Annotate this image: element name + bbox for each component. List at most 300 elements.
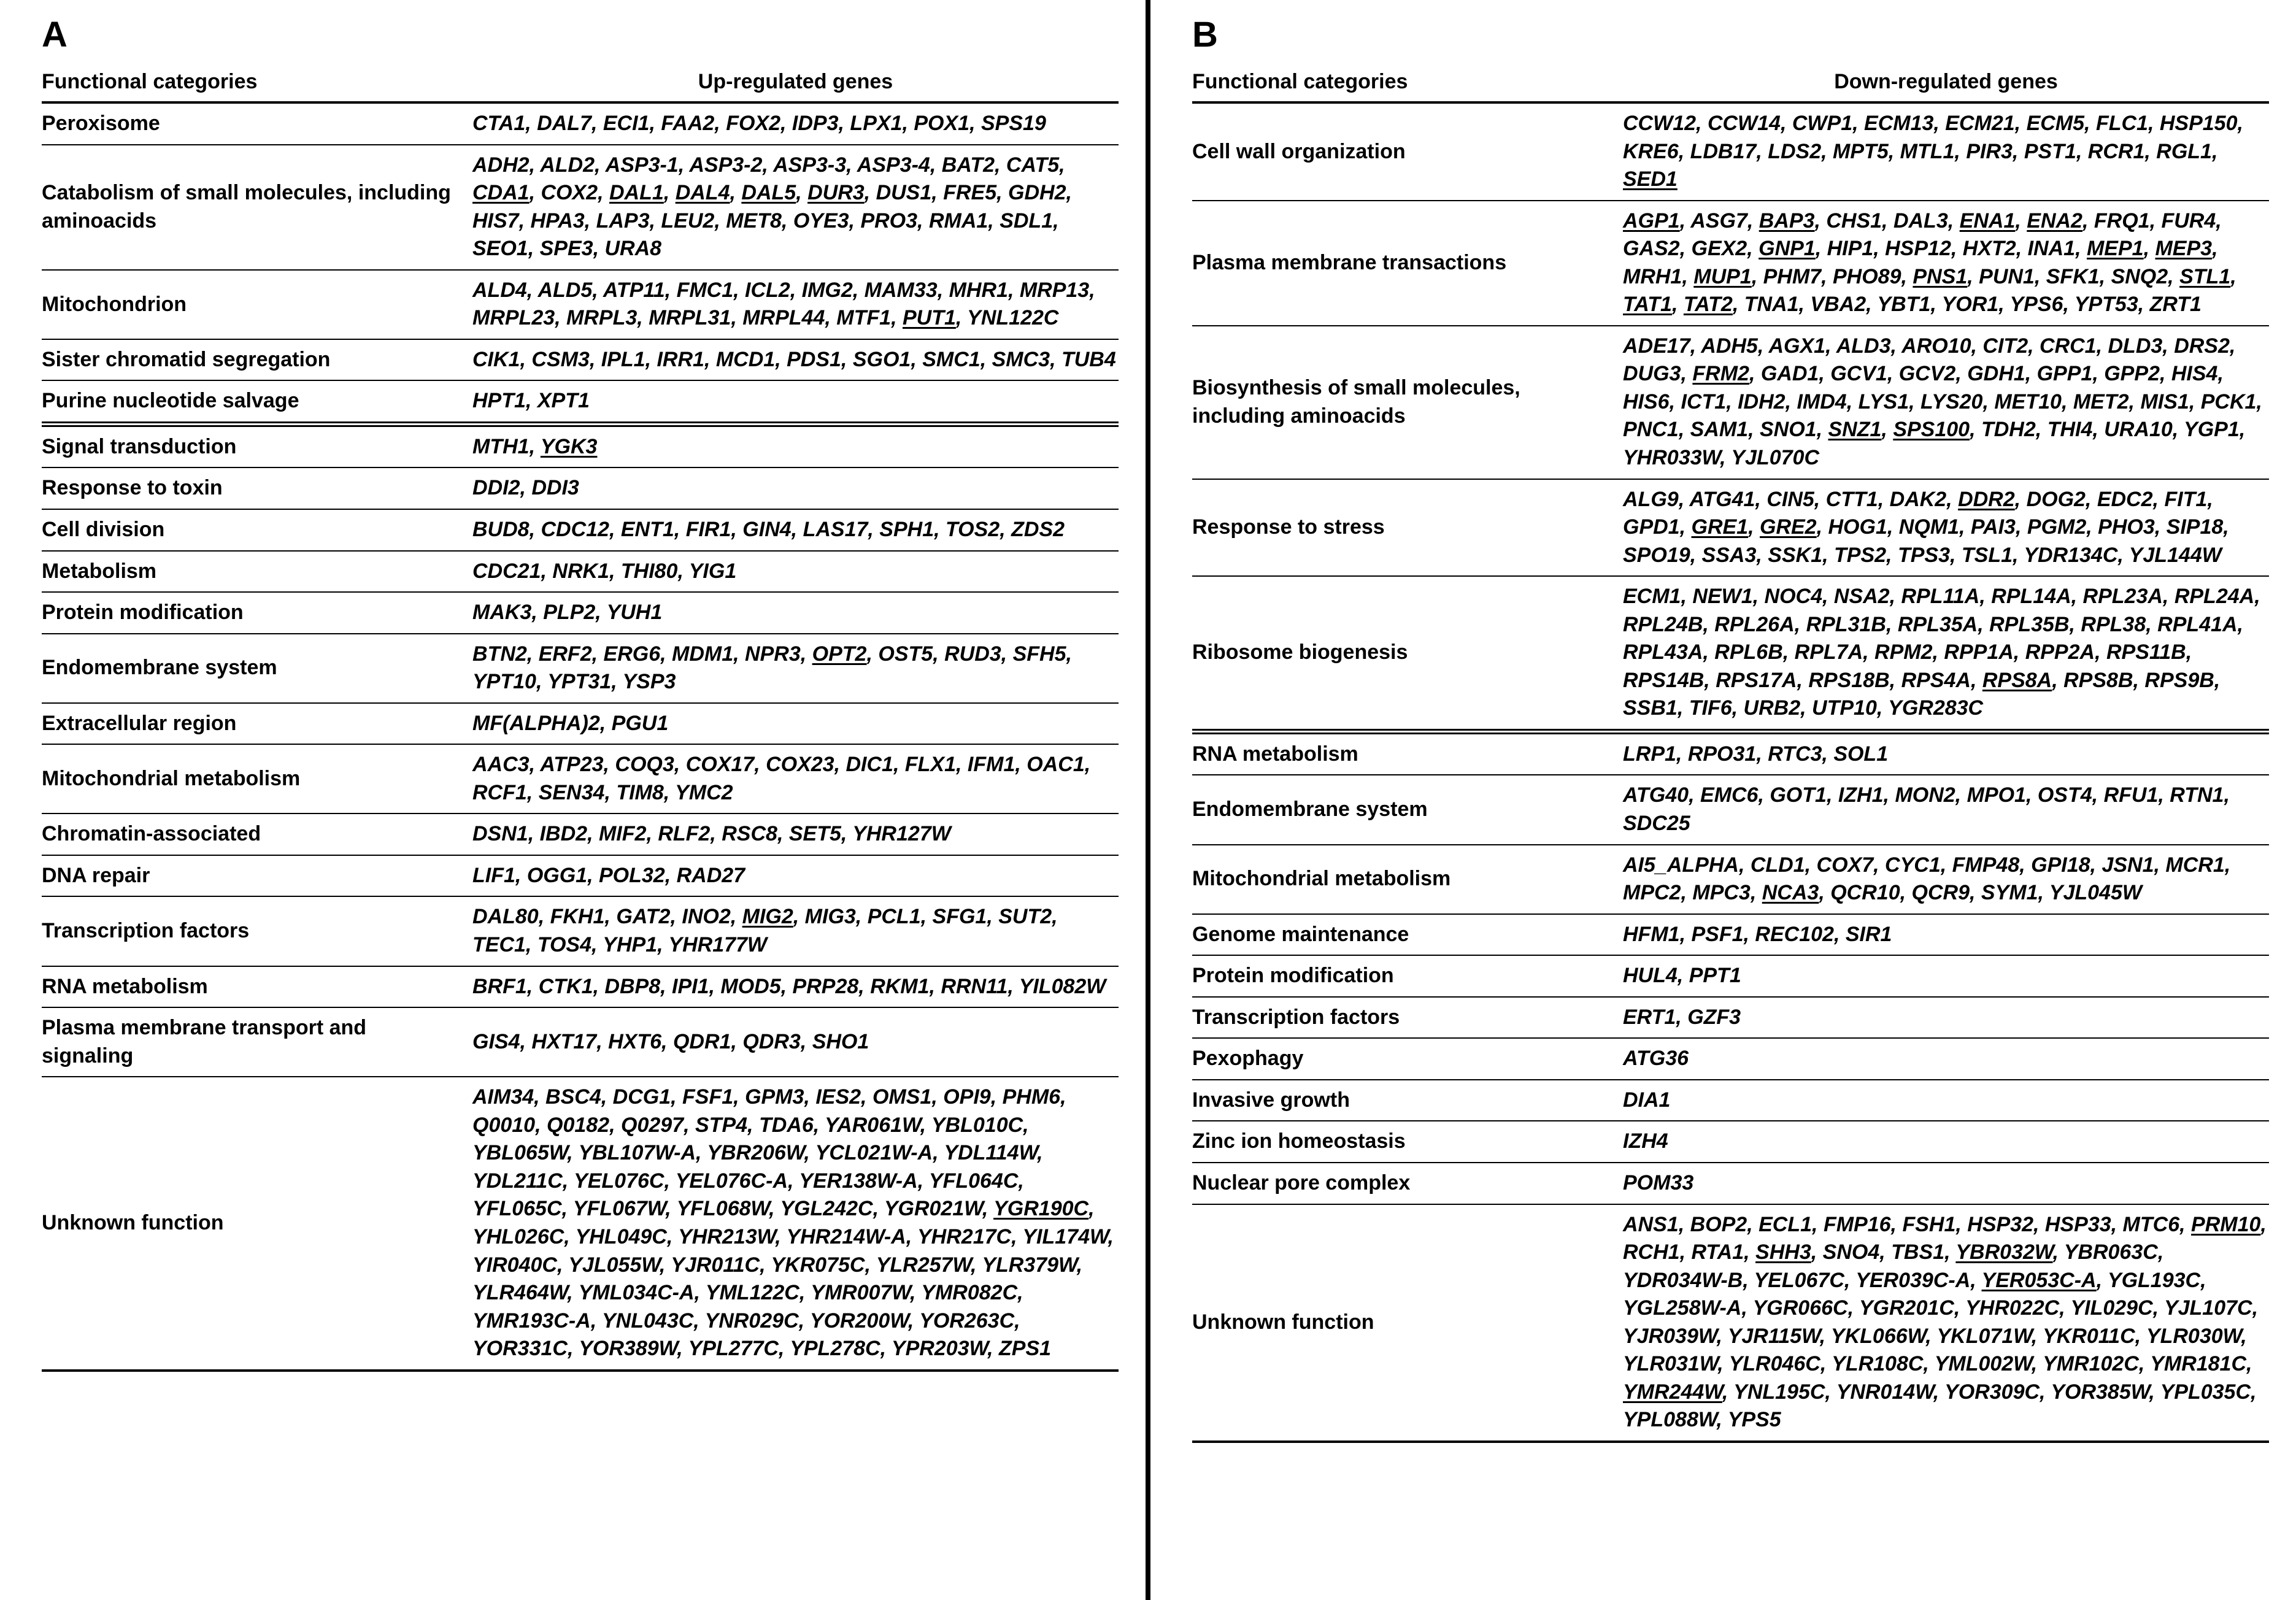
gene-name: PRP28 <box>792 974 859 998</box>
category-group <box>42 102 1119 424</box>
gene-name: CDA1 <box>472 181 530 205</box>
gene-name: RPL41A <box>2157 612 2238 636</box>
table-row <box>42 270 1119 339</box>
table-row <box>1192 997 2269 1039</box>
gene-name: SOL1 <box>1833 742 1889 766</box>
gene-name: MRPL3 <box>566 306 638 330</box>
gene-name: YMR193C-A <box>472 1309 591 1333</box>
gene-name: RCR1 <box>2087 139 2145 163</box>
gene-name: YJL045W <box>2049 881 2142 905</box>
gene-name: OPI9 <box>943 1085 991 1109</box>
functional-category-cell: Protein modification <box>42 592 472 634</box>
gene-name: MCD1 <box>715 347 776 371</box>
gene-name: IDH2 <box>1738 390 1786 413</box>
gene-name: IPI1 <box>672 974 709 998</box>
gene-name: RPS17A <box>1716 668 1797 692</box>
gene-name: ASP3-3 <box>773 153 847 177</box>
gene-name: IPL1 <box>601 347 645 371</box>
gene-name: YDR034W-B <box>1623 1268 1743 1292</box>
gene-name: SPS100 <box>1893 418 1970 442</box>
gene-name: YHL026C <box>472 1225 564 1248</box>
gene-name: YGR190C <box>993 1197 1089 1221</box>
gene-name: INA1 <box>2027 237 2076 261</box>
gene-name: STL1 <box>2179 264 2231 288</box>
gene-name: MIS1 <box>2140 390 2189 413</box>
gene-name: ASP3-2 <box>689 153 763 177</box>
gene-name: VBA2 <box>1810 293 1866 317</box>
gene-name: RPS18B <box>1808 668 1890 692</box>
gene-name: BAT2 <box>941 153 995 177</box>
functional-category-cell: Response to toxin <box>42 467 472 509</box>
table-row <box>42 509 1119 551</box>
gene-name: YPT53 <box>2074 293 2138 317</box>
gene-name: YBR032W <box>1955 1240 2053 1264</box>
gene-list-cell: BTN2, ERF2, ERG6, MDM1, NPR3, OPT2, OST5, RUD3, SFH5, YPT10, YPT31, YSP3 <box>472 634 1119 703</box>
gene-name: QDR1 <box>672 1029 731 1053</box>
gene-name: ZPS1 <box>999 1337 1052 1361</box>
functional-category-cell: Metabolism <box>42 551 472 593</box>
gene-name: EDC2 <box>2097 487 2153 511</box>
gene-name: RUD3 <box>944 642 1001 666</box>
gene-name: SIP18 <box>2166 515 2224 539</box>
gene-name: TAT1 <box>1623 293 1672 317</box>
functional-category-cell: Purine nucleotide salvage <box>42 380 472 424</box>
gene-name: FLC1 <box>2095 112 2148 135</box>
gene-name: YMR244W <box>1623 1380 1722 1404</box>
table-row <box>1192 914 2269 956</box>
panel-label-b: B <box>1192 15 1218 55</box>
gene-name: AIM34 <box>472 1085 534 1109</box>
gene-name: GRE1 <box>1691 515 1749 539</box>
gene-name: DAK2 <box>1889 487 1947 511</box>
gene-name: AI5_ALPHA <box>1623 853 1739 877</box>
gene-name: YIG1 <box>688 559 737 583</box>
gene-name: YLR379W <box>982 1253 1077 1277</box>
gene-name: ECM21 <box>1945 112 2015 135</box>
gene-list-cell: AIM34, BSC4, DCG1, FSF1, GPM3, IES2, OMS1, OPI9, PHM6, Q0010, Q0182, Q0297, STP4, TDA6, YAR061W, YBL010C, YBL065W, YBL107W-A, YBR206W, YCL021W-A, YDL114W, YDL211C, YEL076C, YEL076C-A, YER138W-A, YFL064C, YFL065C, YFL067W, YFL068W, YGL242C, YGR021W, YGR190C, YHL026C, YHL049C, YHR213W, YHR214W-A, YHR217C, YIL174W, YIR040C, YJL055W, YJR011C, YKR075C, YLR257W, YLR379W, YLR464W, YML034C-A, YML122C, YMR007W, YMR082C, YMR193C-A, YNL043C, YNR029C, YOR200W, YOR263C, YOR331C, YOR389W, YPL277C, YPL278C, YPR203W, ZPS1 <box>472 1077 1119 1370</box>
gene-name: SMC3 <box>992 347 1050 371</box>
gene-name: YFL065C <box>472 1197 562 1221</box>
gene-name: YKR075C <box>771 1253 865 1277</box>
gene-name: FRM2 <box>1692 362 1749 386</box>
gene-name: SDL1 <box>1000 209 1054 233</box>
gene-name: BRF1 <box>472 974 527 998</box>
gene-name: YLR257W <box>876 1253 971 1277</box>
gene-name: AGX1 <box>1768 334 1826 358</box>
gene-name: YNL122C <box>967 306 1059 330</box>
gene-name: DLD3 <box>2108 334 2163 358</box>
gene-name: SPS19 <box>981 112 1046 135</box>
gene-name: YGL258W-A <box>1623 1296 1742 1320</box>
gene-name: YGK3 <box>540 434 598 458</box>
genes-column-header: Down-regulated genes <box>1623 67 2269 102</box>
table-row <box>42 339 1119 381</box>
gene-name: PHM7 <box>1763 264 1822 288</box>
gene-name: MEP1 <box>2086 237 2144 261</box>
gene-name: YIL082W <box>1019 974 1106 998</box>
gene-name: INO2 <box>682 905 731 929</box>
gene-name: YBL010C <box>931 1113 1023 1137</box>
gene-name: ADH5 <box>1701 334 1758 358</box>
gene-name: IZH1 <box>1838 783 1884 807</box>
gene-name: DCG1 <box>612 1085 671 1109</box>
gene-name: YHR177W <box>668 933 768 957</box>
gene-name: CLD1 <box>1750 853 1805 877</box>
gene-name: ATG41 <box>1689 487 1755 511</box>
gene-name: YGL242C <box>780 1197 873 1221</box>
gene-name: SED1 <box>1623 167 1678 191</box>
table-row <box>42 380 1119 424</box>
gene-name: YNR014W <box>1836 1380 1933 1404</box>
gene-name: GDH2 <box>1008 181 1066 205</box>
gene-name: YGR283C <box>1888 696 1984 720</box>
gene-name: YAR061W <box>825 1113 920 1137</box>
table-row <box>42 145 1119 270</box>
gene-name: THI4 <box>2047 418 2093 442</box>
gene-name: YDL211C <box>472 1169 563 1193</box>
gene-name: YGR201C <box>1859 1296 1954 1320</box>
gene-name: YMC2 <box>675 780 733 804</box>
gene-name: DRS2 <box>2174 334 2230 358</box>
gene-name: PHM6 <box>1002 1085 1061 1109</box>
gene-name: TNA1 <box>1744 293 1799 317</box>
gene-name: YNL195C <box>1733 1380 1825 1404</box>
gene-name: YDL114W <box>944 1141 1038 1165</box>
gene-name: MAM33 <box>864 278 938 302</box>
gene-name: YBL065W <box>472 1141 568 1165</box>
header-row <box>1192 67 2269 102</box>
gene-name: RPL43A <box>1623 640 1703 664</box>
gene-name: UTP10 <box>1812 696 1877 720</box>
gene-name: BUD8 <box>472 518 530 542</box>
gene-name: ATP11 <box>603 278 665 302</box>
gene-name: LEU2 <box>661 209 715 233</box>
gene-name: TUB4 <box>1061 347 1116 371</box>
gene-name: YOR309C <box>1944 1380 2040 1404</box>
gene-name: AGP1 <box>1623 209 1680 233</box>
gene-name: YDR134C <box>2024 543 2118 567</box>
gene-list-cell: DAL80, FKH1, GAT2, INO2, MIG2, MIG3, PCL1, SFG1, SUT2, TEC1, TOS4, YHP1, YHR177W <box>472 896 1119 966</box>
gene-name: MIF2 <box>598 822 647 846</box>
gene-name: DAL80 <box>472 905 539 929</box>
gene-name: MTF1 <box>836 306 892 330</box>
gene-name: HSP150 <box>2159 112 2238 135</box>
gene-list-cell <box>1623 1080 2269 1121</box>
gene-name: PPT1 <box>1689 964 1741 988</box>
gene-name: QCR10 <box>1830 881 1900 905</box>
functional-category-cell: Mitochondrial metabolism <box>42 744 472 813</box>
gene-name: RPL38 <box>2081 612 2146 636</box>
gene-name: PCK1 <box>2200 390 2257 413</box>
gene-name: YEL076C <box>574 1169 665 1193</box>
gene-name: YMR007W <box>811 1281 910 1305</box>
gene-name: FMC1 <box>676 278 734 302</box>
gene-name: HPT1 <box>472 389 526 413</box>
gene-name: Q0010 <box>472 1113 536 1137</box>
gene-name: ZRT1 <box>2149 293 2202 317</box>
gene-name: YPL278C <box>790 1337 880 1361</box>
gene-name: SHH3 <box>1755 1240 1811 1264</box>
gene-name: RTN1 <box>2170 783 2224 807</box>
gene-list-cell: MAK3, PLP2, YUH1 <box>472 592 1119 634</box>
gene-name: RPL7A <box>1794 640 1863 664</box>
gene-list-cell <box>1623 1121 2269 1163</box>
panel-b <box>1150 0 2296 1600</box>
gene-name: HXT17 <box>531 1029 597 1053</box>
gene-name: CTT1 <box>1825 487 1878 511</box>
table-row <box>42 896 1119 966</box>
gene-name: MHR1 <box>949 278 1008 302</box>
gene-name: CAT5 <box>1006 153 1060 177</box>
gene-list-cell: GIS4, HXT17, HXT6, QDR1, QDR3, SHO1 <box>472 1007 1119 1077</box>
gene-name: ALD5 <box>537 278 593 302</box>
gene-name: NCA3 <box>1762 881 1819 905</box>
gene-name: YHR127W <box>852 822 951 846</box>
gene-name: ANS1 <box>1623 1212 1679 1236</box>
up-regulated-genes-table <box>42 67 1119 1372</box>
functional-category-cell: Extracellular region <box>42 703 472 745</box>
gene-name: GIN4 <box>742 518 792 542</box>
gene-name: YJL055W <box>568 1253 660 1277</box>
gene-name: FKH1 <box>550 905 605 929</box>
gene-name: MPC2 <box>1623 881 1681 905</box>
gene-name: YHL049C <box>575 1225 667 1248</box>
gene-name: MF(ALPHA)2 <box>472 711 600 735</box>
gene-name: ADH2 <box>472 153 530 177</box>
gene-name: COX17 <box>685 753 755 777</box>
gene-name: YBL107W-A <box>578 1141 696 1165</box>
gene-name: ARO10 <box>1901 334 1971 358</box>
gene-name: YIR040C <box>472 1253 557 1277</box>
gene-name: YER138W-A <box>799 1169 918 1193</box>
gene-name: Q0182 <box>547 1113 610 1137</box>
gene-list-cell: AAC3, ATP23, COQ3, COX17, COX23, DIC1, FLX1, IFM1, OAC1, RCF1, SEN34, TIM8, YMC2 <box>472 744 1119 813</box>
gene-name: YIL029C <box>2070 1296 2153 1320</box>
gene-name: PCL1 <box>867 905 921 929</box>
gene-name: CSM3 <box>531 347 590 371</box>
gene-name: COX2 <box>541 181 598 205</box>
gene-name: RPL14A <box>1991 585 2071 609</box>
gene-name: OMS1 <box>872 1085 932 1109</box>
gene-name: PGU1 <box>611 711 669 735</box>
gene-list-cell: HPT1, XPT1 <box>472 380 1119 424</box>
gene-name: FRQ1 <box>2094 209 2150 233</box>
table-row <box>1192 845 2269 914</box>
gene-name: RKM1 <box>870 974 930 998</box>
gene-name: LIF1 <box>472 863 515 887</box>
gene-name: YPT10 <box>472 670 536 694</box>
gene-name: RPL6B <box>1714 640 1783 664</box>
gene-name: YMR082C <box>921 1281 1018 1305</box>
gene-name: CHS1 <box>1826 209 1882 233</box>
gene-name: ASG7 <box>1690 209 1747 233</box>
table-row <box>42 855 1119 897</box>
gene-name: MRH1 <box>1623 264 1682 288</box>
gene-name: URB2 <box>1743 696 1801 720</box>
gene-name: SIR1 <box>1845 922 1892 946</box>
gene-name: SYM1 <box>1981 881 2038 905</box>
gene-name: RPM2 <box>1874 640 1933 664</box>
gene-name: HIS7 <box>472 209 519 233</box>
gene-name: NEW1 <box>1692 585 1753 609</box>
gene-name: RPO31 <box>1687 742 1757 766</box>
gene-name: YHP1 <box>603 933 658 957</box>
gene-name: YEL076C-A <box>675 1169 788 1193</box>
gene-name: TOS2 <box>946 518 1000 542</box>
functional-category-cell: Cell wall organization <box>1192 102 1623 201</box>
gene-name: XPT1 <box>537 389 590 413</box>
gene-name: HXT6 <box>608 1029 662 1053</box>
gene-name: DSN1 <box>472 822 528 846</box>
gene-name: RPL24B <box>1623 612 1703 636</box>
gene-name: CIN5 <box>1766 487 1814 511</box>
functional-category-cell: RNA metabolism <box>1192 731 1623 775</box>
gene-name: SNZ1 <box>1828 418 1882 442</box>
gene-name: PRM10 <box>2191 1212 2261 1236</box>
gene-name: LDS2 <box>1768 139 1822 163</box>
gene-name: YUH1 <box>606 601 663 625</box>
gene-name: YLR031W <box>1623 1352 1718 1376</box>
gene-name: PIR3 <box>1966 139 2013 163</box>
functional-category-cell: Biosynthesis of small molecules, including aminoacids <box>1192 326 1623 479</box>
gene-name: HUL4 <box>1623 964 1678 988</box>
gene-name: YHR022C <box>1965 1296 2060 1320</box>
gene-name: YFL064C <box>928 1169 1019 1193</box>
gene-name: GEX2 <box>1691 237 1747 261</box>
functional-category-cell: Invasive growth <box>1192 1080 1623 1121</box>
gene-name: YNL043C <box>602 1309 694 1333</box>
gene-name: DIA1 <box>1623 1088 1671 1112</box>
header-row <box>42 67 1119 102</box>
gene-name: YFL067W <box>572 1197 666 1221</box>
gene-name: CYC1 <box>1885 853 1941 877</box>
gene-name: PRO3 <box>860 209 918 233</box>
gene-name: YBR206W <box>707 1141 804 1165</box>
functional-category-cell: Catabolism of small molecules, including aminoacids <box>42 145 472 270</box>
gene-name: GCV2 <box>1898 362 1956 386</box>
gene-name: BSC4 <box>545 1085 601 1109</box>
gene-name: HSP12 <box>1885 237 1951 261</box>
gene-name: ENA2 <box>2027 209 2082 233</box>
gene-name: YPT31 <box>547 670 612 694</box>
gene-name: SGO1 <box>852 347 911 371</box>
gene-name: GDH1 <box>1967 362 2025 386</box>
gene-list-cell: ADH2, ALD2, ASP3-1, ASP3-2, ASP3-3, ASP3-4, BAT2, CAT5, CDA1, COX2, DAL1, DAL4, DAL5, DUR3, DUS1, FRE5, GDH2, HIS7, HPA3, LAP3, LEU2, MET8, OYE3, PRO3, RMA1, SDL1, SEO1, SPE3, URA8 <box>472 145 1119 270</box>
gene-name: YJL070C <box>1731 446 1820 470</box>
gene-name: MAK3 <box>472 601 532 625</box>
gene-name: CIK1 <box>472 347 520 371</box>
gene-name: MPT5 <box>1833 139 1889 163</box>
gene-name: PAI3 <box>1970 515 2016 539</box>
gene-name: YER039C-A <box>1855 1268 1971 1292</box>
gene-name: MON2 <box>1895 783 1955 807</box>
gene-name: YML002W <box>1934 1352 2032 1376</box>
table-row <box>42 467 1119 509</box>
gene-name: CWP1 <box>1792 112 1853 135</box>
gene-name: ECI1 <box>603 112 650 135</box>
gene-list-cell: LIF1, OGG1, POL32, RAD27 <box>472 855 1119 897</box>
gene-name: YLR108C <box>1832 1352 1924 1376</box>
gene-list-cell: AI5_ALPHA, CLD1, COX7, CYC1, FMP48, GPI18, JSN1, MCR1, MPC2, MPC3, NCA3, QCR10, QCR9, SYM1, YJL045W <box>1623 845 2269 914</box>
gene-name: TIM8 <box>616 780 664 804</box>
gene-name: IMG2 <box>801 278 853 302</box>
gene-name: ENA1 <box>1959 209 2016 233</box>
category-group <box>1192 102 2269 731</box>
functional-category-cell: Chromatin-associated <box>42 813 472 855</box>
gene-name: ASP3-4 <box>857 153 930 177</box>
gene-name: YPL035C <box>2160 1380 2251 1404</box>
gene-name: MDM1 <box>672 642 734 666</box>
gene-name: IFM1 <box>967 753 1015 777</box>
gene-name: RPS11B <box>2106 640 2186 664</box>
gene-list-cell: ANS1, BOP2, ECL1, FMP16, FSH1, HSP32, HSP33, MTC6, PRM10, RCH1, RTA1, SHH3, SNO4, TBS1, YBR032W, YBR063C, YDR034W-B, YEL067C, YER039C-A, YER053C-A, YGL193C, YGL258W-A, YGR066C, YGR201C, YHR022C, YIL029C, YJL107C, YJR039W, YJR115W, YKL066W, YKL071W, YKR011C, YLR030W, YLR031W, YLR046C, YLR108C, YML002W, YMR102C, YMR181C, YMR244W, YNL195C, YNR014W, YOR309C, YOR385W, YPL035C, YPL088W, YPS5 <box>1623 1204 2269 1442</box>
gene-name: SPH1 <box>879 518 934 542</box>
gene-name: YJR011C <box>671 1253 760 1277</box>
gene-name: TBS1 <box>1891 1240 1945 1264</box>
table-row <box>1192 1163 2269 1204</box>
gene-name: LPX1 <box>850 112 903 135</box>
gene-name: HPA3 <box>530 209 585 233</box>
gene-name: RPL35A <box>1897 612 1978 636</box>
functional-category-cell: Endomembrane system <box>1192 775 1623 844</box>
gene-name: Q0297 <box>621 1113 684 1137</box>
gene-name: DUG3 <box>1623 362 1681 386</box>
gene-list-cell: ALG9, ATG41, CIN5, CTT1, DAK2, DDR2, DOG2, EDC2, FIT1, GPD1, GRE1, GRE2, HOG1, NQM1, PAI3, PGM2, PHO3, SIP18, SPO19, SSA3, SSK1, TPS2, TPS3, TSL1, YDR134C, YJL144W <box>1623 479 2269 577</box>
gene-name: SEN34 <box>538 780 605 804</box>
gene-name: ALD3 <box>1836 334 1891 358</box>
functional-category-cell: Peroxisome <box>42 102 472 145</box>
gene-name: MIG2 <box>742 905 793 929</box>
gene-name: PSF1 <box>1691 922 1744 946</box>
gene-name: CTA1 <box>472 112 526 135</box>
gene-name: MRPL31 <box>649 306 731 330</box>
gene-name: IRR1 <box>657 347 704 371</box>
gene-name: YOR389W <box>579 1337 677 1361</box>
gene-name: YPR203W <box>891 1337 988 1361</box>
table-row <box>42 703 1119 745</box>
gene-name: YPL277C <box>688 1337 779 1361</box>
gene-name: DAL3 <box>1893 209 1948 233</box>
gene-name: NRK1 <box>552 559 609 583</box>
gene-name: CIT2 <box>1982 334 2028 358</box>
gene-name: DDI3 <box>531 476 579 500</box>
gene-name: LYS1 <box>1858 390 1909 413</box>
gene-list-cell: CDC21, NRK1, THI80, YIG1 <box>472 551 1119 593</box>
gene-name: NQM1 <box>1898 515 1959 539</box>
table-row <box>1192 775 2269 844</box>
gene-name: DIC1 <box>846 753 893 777</box>
functional-category-cell: Zinc ion homeostasis <box>1192 1121 1623 1163</box>
table-row <box>1192 102 2269 201</box>
gene-name: GZF3 <box>1687 1005 1741 1029</box>
gene-name: POM33 <box>1623 1171 1694 1194</box>
gene-name: YOR385W <box>2051 1380 2149 1404</box>
gene-name: DAL5 <box>741 181 796 205</box>
gene-name: ATG36 <box>1623 1047 1689 1071</box>
gene-name: COQ3 <box>615 753 674 777</box>
gene-name: ATG40 <box>1623 783 1689 807</box>
gene-name: SPO19 <box>1623 543 1690 567</box>
gene-name: SSA3 <box>1701 543 1757 567</box>
gene-name: COX7 <box>1816 853 1874 877</box>
gene-name: GOT1 <box>1770 783 1827 807</box>
gene-name: CDC21 <box>472 559 541 583</box>
gene-name: YJL107C <box>2163 1296 2252 1320</box>
gene-name: TOS4 <box>537 933 592 957</box>
gene-name: RMA1 <box>928 209 988 233</box>
gene-name: YLR464W <box>472 1281 568 1305</box>
gene-name: LAS17 <box>803 518 868 542</box>
